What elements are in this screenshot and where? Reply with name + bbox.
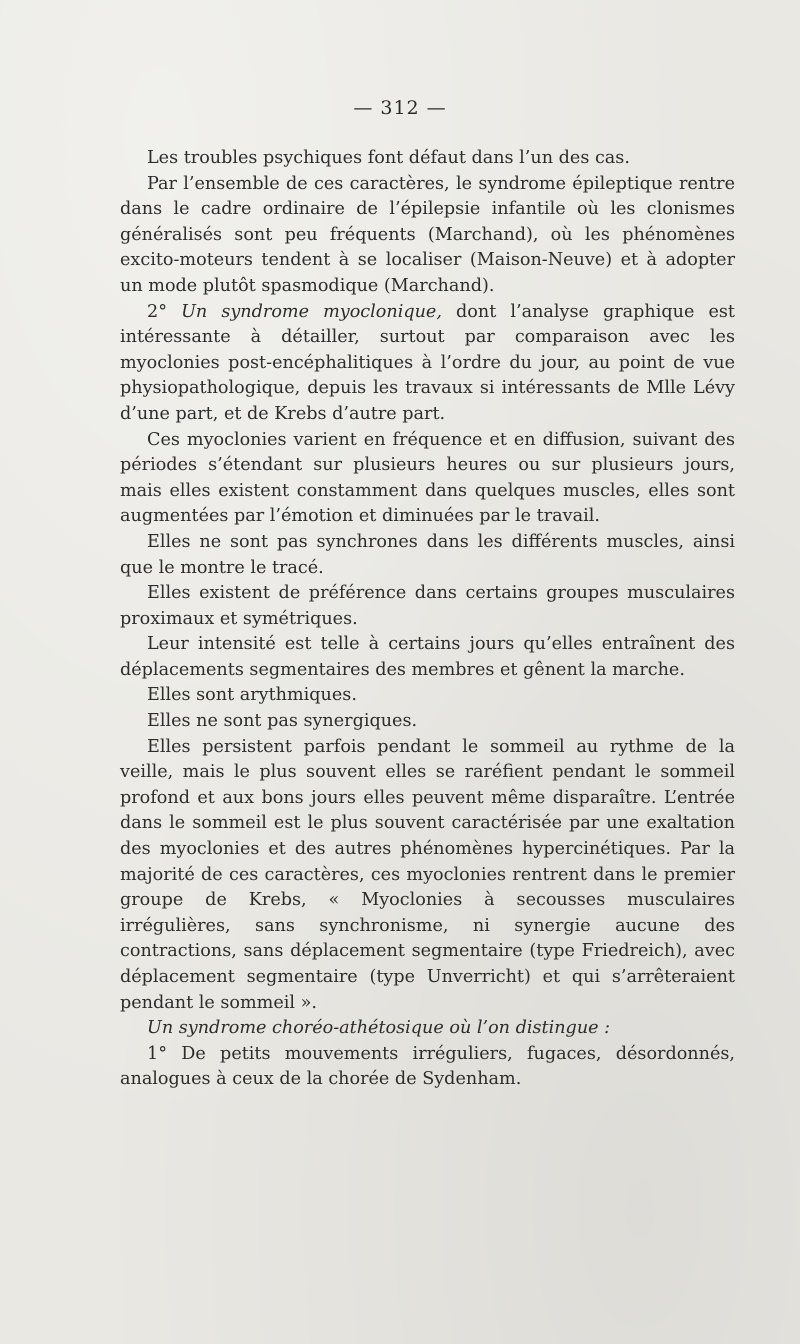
paragraph: Leur intensité est telle à certains jours qu’elles entraînent des déplacements segmentaires des membres et gênent la marche.: [120, 634, 735, 680]
section-number: 2°: [147, 301, 182, 322]
paragraph-text: dont l’analyse graphique est intéressante à détailler, surtout par comparaison avec les myoclonies post-encéphalitiques à l’ordre du jour, au point de vue physiopathologique, depuis les travaux si intéressants de Mlle Lévy d’une part, et de Krebs d’autre part.: [120, 301, 735, 424]
page-number: — 312 —: [353, 97, 447, 119]
paragraph: Elles existent de préférence dans certains groupes musculaires proximaux et symétriques.: [120, 583, 735, 629]
paragraph: 1° De petits mouvements irréguliers, fugaces, désordonnés, analogues à ceux de la chorée de Sydenham.: [120, 1043, 735, 1090]
paragraph: Les troubles psychiques font défaut dans l’un des cas.: [147, 148, 630, 168]
section-heading-choreo-athetosic: Un syndrome choréo-athétosique où l’on distingue :: [147, 1018, 611, 1039]
body-text: [120, 146, 735, 1093]
paragraph: Elles ne sont pas synchrones dans les différents muscles, ainsi que le montre le tracé.: [120, 531, 735, 578]
paragraph: Elles ne sont pas synergiques.: [147, 711, 418, 732]
paragraph: Ces myoclonies varient en fréquence et en diffusion, suivant des périodes s’étendant sur plusieurs heures ou sur plusieurs jours, mais elles existent constamment dans quelques muscles, elles sont augmentées par l’émotion et diminuées par le travail.: [120, 429, 735, 527]
paragraph: Elles sont arythmiques.: [147, 685, 357, 706]
section-title: Un syndrome myoclonique,: [181, 301, 442, 322]
paragraph-myoclonic-heading: [120, 300, 735, 428]
paragraph: Elles persistent parfois pendant le sommeil au rythme de la veille, mais le plus souvent elles se raréfient pendant le sommeil profond et aux bons jours elles peuvent même disparaître. L’entrée dans le sommeil est le plus souvent caractérisée par une exaltation des myoclonies et des autres phénomènes hypercinétiques. Par la majorité de ces caractères, ces myoclonies rentrent dans le premier groupe de Krebs, « Myoclonies à secousses musculaires irrégulières, sans synchronisme, ni synergie aucune des contractions, sans déplacement segmentaire (type Friedreich), avec déplacement segmentaire (type Unverricht) et qui s’arrêteraient pendant le sommeil ».: [120, 736, 735, 1013]
paragraph: Par l’ensemble de ces caractères, le syndrome épileptique rentre dans le cadre ordinaire de l’épilepsie infantile où les clonismes généralisés sont peu fréquents (Marchand), où les phénomènes excito-moteurs tendent à se localiser (Maison-Neuve) et à adopter un mode plutôt spasmodique (Marchand).: [120, 173, 735, 296]
